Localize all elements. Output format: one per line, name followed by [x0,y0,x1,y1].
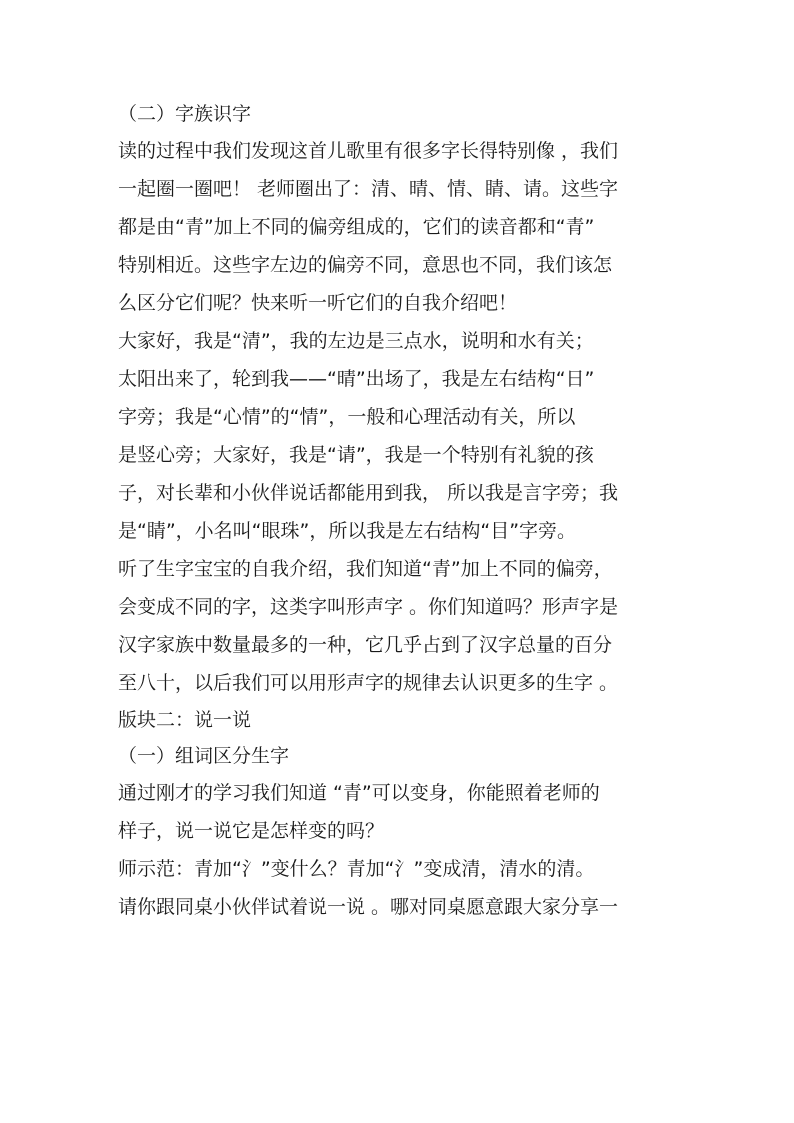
paragraph-line: 字旁；我是“心情”的“情”，一般和心理活动有关，所以 [118,406,576,428]
paragraph-line: 特别相近。这些字左边的偏旁不同，意思也不同，我们该怎 [118,254,613,276]
section-heading-zuci-qufen: （一）组词区分生字 [118,745,290,767]
paragraph-line: 通过刚才的学习我们知道 “青”可以变身，你能照着老师的 [118,782,600,804]
paragraph-line: 会变成不同的字，这类字叫形声字 。你们知道吗？形声字是 [118,596,619,618]
paragraph-line: 读的过程中我们发现这首儿歌里有很多字长得特别像 ，我们 [118,140,619,162]
paragraph-line: 汉字家族中数量最多的一种，它几乎占到了汉字总量的百分 [118,634,613,656]
paragraph-line: 一起圈一圈吧！ 老师圈出了：清、晴、情、睛、请。这些字 [118,178,619,200]
paragraph-line: 样子，说一说它是怎样变的吗？ [118,820,385,842]
paragraph-line: 师示范：青加“氵”变什么？青加“氵”变成清，清水的清。 [118,858,595,880]
paragraph-line: 至八十，以后我们可以用形声字的规律去认识更多的生字 。 [118,672,619,694]
paragraph-line: 听了生字宝宝的自我介绍，我们知道“青”加上不同的偏旁， [118,558,613,580]
paragraph-line: 是竖心旁；大家好，我是“请”，我是一个特别有礼貌的孩 [118,444,594,466]
section-heading-bankuai-er: 版块二：说一说 [118,709,252,731]
document-body [118,96,688,926]
paragraph-line: 子，对长辈和小伙伴说话都能用到我， 所以我是言字旁；我 [118,482,619,504]
section-heading-zizu-shizi: （二）字族识字 [118,103,252,125]
paragraph-line: 请你跟同桌小伙伴试着说一说 。哪对同桌愿意跟大家分享一 [118,896,619,918]
paragraph-line: 大家好，我是“清”，我的左边是三点水，说明和水有关； [118,330,594,352]
paragraph-line: 是“睛”，小名叫“眼珠”，所以我是左右结构“目”字旁。 [118,520,577,542]
paragraph-line: 太阳出来了，轮到我——“晴”出场了，我是左右结构“日” [118,368,595,390]
paragraph-line: 么区分它们呢？快来听一听它们的自我介绍吧！ [118,292,518,314]
paragraph-line: 都是由“青”加上不同的偏旁组成的，它们的读音都和“青” [118,216,595,238]
